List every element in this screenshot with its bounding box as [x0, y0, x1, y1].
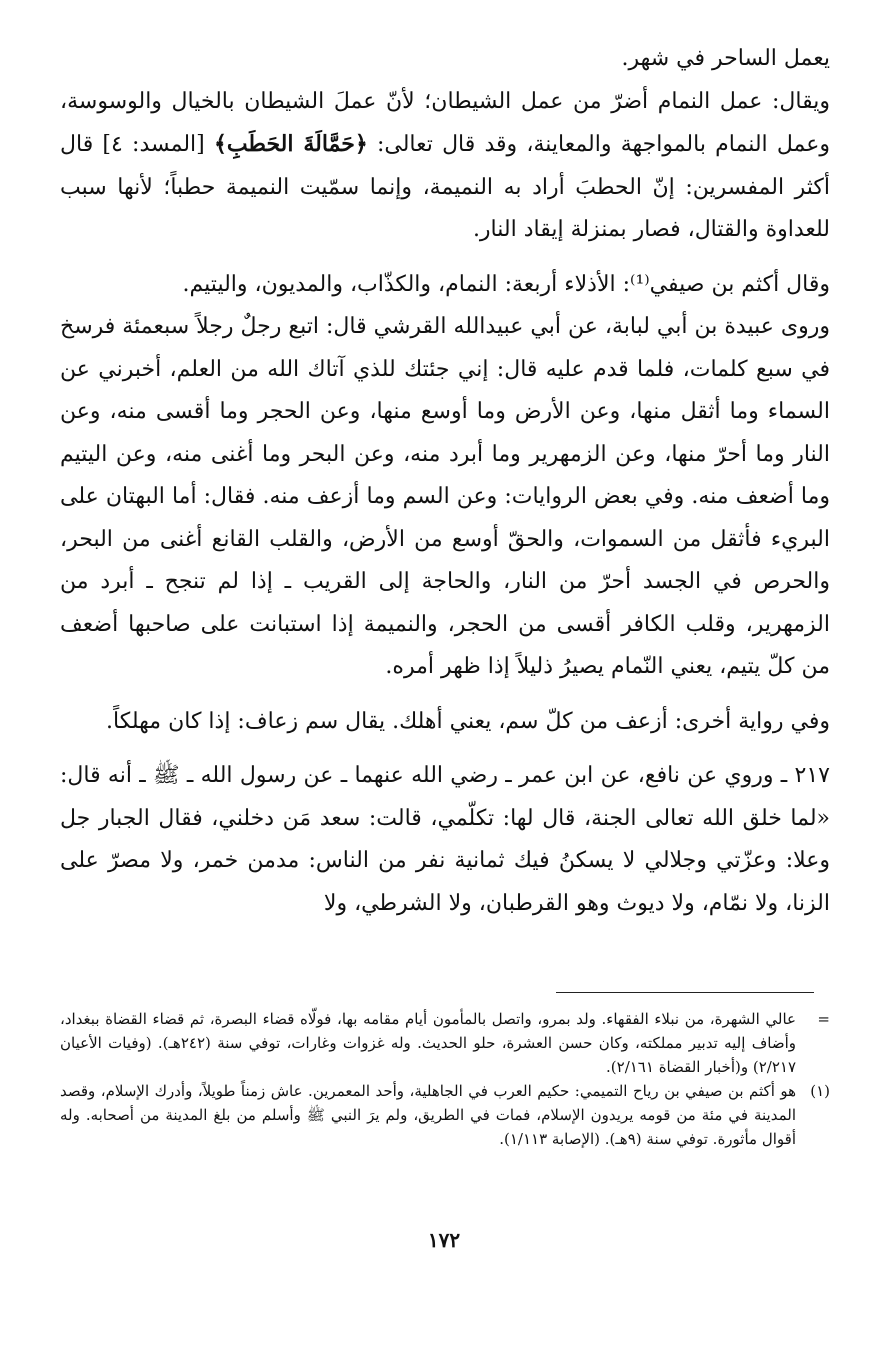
continued-line: يعمل الساحر في شهر.: [621, 46, 830, 71]
paragraph-1-part-a: ويقال: عمل النمام أضرّ من عمل الشيطان؛ لأنّ عملَ الشيطان بالخيال والوسوسة، وعمل النمام بالمواجهة والمعاينة، وقد قال تعالى:: [60, 88, 830, 157]
paragraph-4: وفي رواية أخرى: أزعف من كلّ سم، يعني أهلك. يقال سم زعاف: إذا كان مهلكاً.: [106, 708, 830, 734]
footnote-text: عالي الشهرة، من نبلاء الفقهاء. ولد بمرو، واتصل بالمأمون أيام مقامه بها، فولّاه قضاء البصرة، ثم قضاء القضاة ببغداد، وأضاف إليه تدبير مملكته، وكان حسن العشرة، حلو الحديث. وله غزوات وغارات، توفي سنة (٢٤٢هـ). (وفيات الأعيان ٢/٢١٧) و(أخبار القضاة ٢/١٦١).: [60, 1010, 796, 1076]
quran-verse: ﴿حَمَّالَةَ الحَطَبِ﴾: [213, 131, 368, 157]
paragraph-3: وروى عبيدة بن أبي لبابة، عن أبي عبيدالله القرشي قال: اتبع رجلٌ رجلاً سبعمئة فرسخ في سبع كلمات، فلما قدم عليه قال: إني جئتك للذي آتاك الله من العلم، أخبرني عن السماء وما أثقل منها، وعن الأرض وما أوسع منها، وعن الحجر وما أقسى منه، وعن النار وما أحرّ منها، وعن الزمهرير وما أبرد منه، وعن البحر وما أغنى منه، وعن اليتيم وما أضعف منه. وفي بعض الروايات: وعن السم وما أزعف منه. فقال: أما البهتان على البريء فأثقل من السموات، والحقّ أوسع من الأرض، والقلب القانع أغنى من البحر، والحرص في الجسد أحرّ من النار، والحاجة إلى القريب ـ إذا لم تنجح ـ أبرد من الزمهرير، وقلب الكافر أقسى من الحجر، والنميمة إذا استبانت على صاحبها أضعف من كلّ يتيم، يعني النّمام يصيرُ ذليلاً إذا ظهر أمره.: [60, 314, 830, 679]
page-number: ١٧٢: [427, 1228, 461, 1252]
paragraph-1-part-b: [المسد: ٤] قال أكثر المفسرين: إنّ الحطبَ أراد به النميمة، وإنما سمّيت النميمة حطباً؛ لأنها سبب للعداوة والقتال، فصار بمنزلة إيقاد النار.: [60, 132, 830, 242]
paragraph-1: [60, 81, 830, 252]
footnote-separator: [556, 992, 814, 993]
footnote-continued: [60, 1007, 830, 1079]
main-text: [60, 38, 830, 925]
footnotes: [60, 1007, 830, 1151]
footnote-text: هو أكثم بن صيفي بن رياح التميمي: حكيم العرب في الجاهلية، وأحد المعمرين. عاش زمناً طويلاً، وأدرك الإسلام، وقصد المدينة في مئة من قومه يريدون الإسلام، فمات في الطريق، ولم يرَ النبي ﷺ وأسلم من بلغ المدينة من أصحابه. وله أقوال مأثورة. توفي سنة (٩هـ). (الإصابة ١/١١٣).: [60, 1082, 796, 1148]
footnote-marker: (١): [810, 1082, 830, 1100]
paragraph-2: وقال أكثم بن صيفي⁽¹⁾: الأذلاء أربعة: النمام، والكذّاب، والمديون، واليتيم.: [182, 271, 830, 297]
footnote-marker: =: [817, 1010, 830, 1028]
paragraph-5: ٢١٧ ـ وروي عن نافع، عن ابن عمر ـ رضي الله عنهما ـ عن رسول الله ـ ﷺ ـ أنه قال: «لما خلق الله تعالى الجنة، قال لها: تكلّمي، قالت: سعد مَن دخلني، فقال الجبار جل وعلا: وعزّتي وجلالي لا يسكنُ فيك ثمانية نفر من الناس: مدمن خمر، ولا مصرّ على الزنا، ولا نمّام، ولا ديوث وهو القرطبان، ولا الشرطي، ولا: [60, 763, 830, 916]
footnote-1: [60, 1079, 830, 1151]
